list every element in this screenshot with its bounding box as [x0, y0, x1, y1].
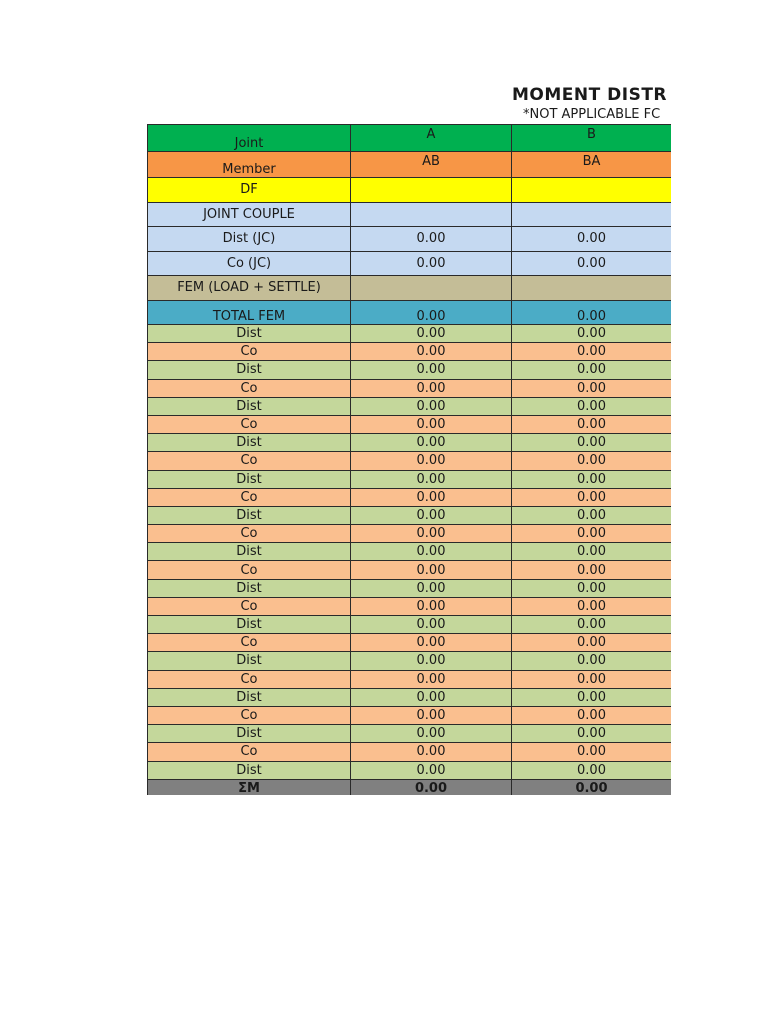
df-label: DF [148, 178, 351, 203]
iteration-value-b: 0.00 [512, 670, 672, 688]
sum-label: ΣM [148, 779, 351, 795]
iteration-value-a: 0.00 [351, 325, 512, 343]
iteration-value-a: 0.00 [351, 597, 512, 615]
iteration-value-a: 0.00 [351, 543, 512, 561]
iteration-label: Dist [148, 397, 351, 415]
iteration-label: Dist [148, 761, 351, 779]
iteration-label: Dist [148, 434, 351, 452]
iteration-row [148, 488, 672, 506]
iteration-value-a: 0.00 [351, 561, 512, 579]
iteration-label: Co [148, 670, 351, 688]
iteration-label: Co [148, 488, 351, 506]
iteration-value-b: 0.00 [512, 361, 672, 379]
iteration-row [148, 543, 672, 561]
iteration-value-a: 0.00 [351, 506, 512, 524]
iteration-value-a: 0.00 [351, 379, 512, 397]
iteration-label: Co [148, 379, 351, 397]
iteration-row [148, 634, 672, 652]
iteration-row [148, 706, 672, 724]
iteration-row [148, 579, 672, 597]
joint-couple-label: JOINT COUPLE [148, 202, 351, 227]
iteration-label: Dist [148, 506, 351, 524]
iteration-label: Co [148, 343, 351, 361]
iteration-value-a: 0.00 [351, 688, 512, 706]
iteration-row [148, 506, 672, 524]
iteration-value-b: 0.00 [512, 343, 672, 361]
iteration-row [148, 379, 672, 397]
iteration-value-b: 0.00 [512, 397, 672, 415]
iteration-label: Co [148, 452, 351, 470]
iteration-value-b: 0.00 [512, 415, 672, 433]
iteration-label: Dist [148, 652, 351, 670]
iteration-value-a: 0.00 [351, 434, 512, 452]
iteration-value-a: 0.00 [351, 634, 512, 652]
total-fem-a: 0.00 [351, 300, 512, 325]
sum-b: 0.00 [512, 779, 672, 795]
iteration-value-a: 0.00 [351, 743, 512, 761]
iteration-value-a: 0.00 [351, 652, 512, 670]
joint-row [148, 125, 672, 152]
co-jc-label: Co (JC) [148, 251, 351, 276]
iteration-value-b: 0.00 [512, 597, 672, 615]
iteration-value-b: 0.00 [512, 706, 672, 724]
iteration-value-a: 0.00 [351, 361, 512, 379]
fem-b [512, 276, 672, 301]
iteration-value-a: 0.00 [351, 343, 512, 361]
total-fem-label: TOTAL FEM [148, 300, 351, 325]
iteration-row [148, 761, 672, 779]
iteration-value-b: 0.00 [512, 616, 672, 634]
iteration-value-b: 0.00 [512, 688, 672, 706]
iteration-label: Dist [148, 325, 351, 343]
fem-label: FEM (LOAD + SETTLE) [148, 276, 351, 301]
joint-a: A [351, 125, 512, 152]
iteration-value-b: 0.00 [512, 488, 672, 506]
iteration-label: Co [148, 597, 351, 615]
iteration-label: Co [148, 561, 351, 579]
iteration-value-b: 0.00 [512, 579, 672, 597]
joint-couple-b [512, 202, 672, 227]
iteration-row [148, 470, 672, 488]
iteration-row [148, 397, 672, 415]
df-row [148, 178, 672, 203]
iteration-row [148, 652, 672, 670]
member-a: AB [351, 151, 512, 178]
iteration-row [148, 415, 672, 433]
iteration-row [148, 616, 672, 634]
iteration-row [148, 525, 672, 543]
iteration-value-a: 0.00 [351, 415, 512, 433]
iteration-row [148, 452, 672, 470]
iteration-value-b: 0.00 [512, 452, 672, 470]
dist-jc-b: 0.00 [512, 227, 672, 252]
fem-row [148, 276, 672, 301]
member-label: Member [148, 151, 351, 178]
moment-distribution-table-viewport [147, 124, 671, 795]
iteration-row [148, 688, 672, 706]
iteration-value-b: 0.00 [512, 506, 672, 524]
iteration-value-a: 0.00 [351, 488, 512, 506]
total-fem-row [148, 300, 672, 325]
co-jc-b: 0.00 [512, 251, 672, 276]
co-jc-row [148, 251, 672, 276]
iteration-value-a: 0.00 [351, 579, 512, 597]
df-b [512, 178, 672, 203]
iteration-label: Dist [148, 579, 351, 597]
iteration-value-b: 0.00 [512, 379, 672, 397]
iteration-label: Dist [148, 688, 351, 706]
iteration-value-b: 0.00 [512, 743, 672, 761]
iteration-value-b: 0.00 [512, 470, 672, 488]
iteration-value-b: 0.00 [512, 561, 672, 579]
iteration-value-b: 0.00 [512, 325, 672, 343]
joint-couple-row [148, 202, 672, 227]
iteration-label: Co [148, 706, 351, 724]
document-subtitle: *NOT APPLICABLE FC [523, 107, 661, 122]
iteration-row [148, 597, 672, 615]
moment-distribution-table [147, 124, 671, 795]
iteration-label: Dist [148, 543, 351, 561]
joint-b: B [512, 125, 672, 152]
iteration-label: Dist [148, 725, 351, 743]
iteration-value-a: 0.00 [351, 616, 512, 634]
dist-jc-row [148, 227, 672, 252]
joint-couple-a [351, 202, 512, 227]
iteration-value-b: 0.00 [512, 543, 672, 561]
iteration-value-b: 0.00 [512, 434, 672, 452]
iteration-value-a: 0.00 [351, 470, 512, 488]
iteration-value-a: 0.00 [351, 706, 512, 724]
iteration-value-a: 0.00 [351, 452, 512, 470]
iteration-value-a: 0.00 [351, 397, 512, 415]
sum-row [148, 779, 672, 795]
sum-a: 0.00 [351, 779, 512, 795]
dist-jc-label: Dist (JC) [148, 227, 351, 252]
iteration-label: Co [148, 634, 351, 652]
iteration-label: Dist [148, 470, 351, 488]
iteration-row [148, 343, 672, 361]
fem-a [351, 276, 512, 301]
total-fem-b: 0.00 [512, 300, 672, 325]
iteration-row [148, 743, 672, 761]
iteration-row [148, 725, 672, 743]
iteration-label: Dist [148, 361, 351, 379]
iteration-row [148, 434, 672, 452]
member-row [148, 151, 672, 178]
iteration-value-b: 0.00 [512, 652, 672, 670]
iteration-value-b: 0.00 [512, 634, 672, 652]
document-title: MOMENT DISTR [512, 85, 668, 105]
member-b: BA [512, 151, 672, 178]
iteration-value-b: 0.00 [512, 725, 672, 743]
iteration-value-a: 0.00 [351, 761, 512, 779]
iteration-row [148, 361, 672, 379]
iteration-value-a: 0.00 [351, 670, 512, 688]
iteration-label: Co [148, 743, 351, 761]
joint-label: Joint [148, 125, 351, 152]
iteration-label: Co [148, 415, 351, 433]
iteration-row [148, 325, 672, 343]
co-jc-a: 0.00 [351, 251, 512, 276]
iteration-row [148, 670, 672, 688]
iteration-value-a: 0.00 [351, 725, 512, 743]
dist-jc-a: 0.00 [351, 227, 512, 252]
iteration-value-b: 0.00 [512, 525, 672, 543]
iteration-value-a: 0.00 [351, 525, 512, 543]
iteration-value-b: 0.00 [512, 761, 672, 779]
iteration-label: Dist [148, 616, 351, 634]
iteration-row [148, 561, 672, 579]
iteration-label: Co [148, 525, 351, 543]
df-a [351, 178, 512, 203]
